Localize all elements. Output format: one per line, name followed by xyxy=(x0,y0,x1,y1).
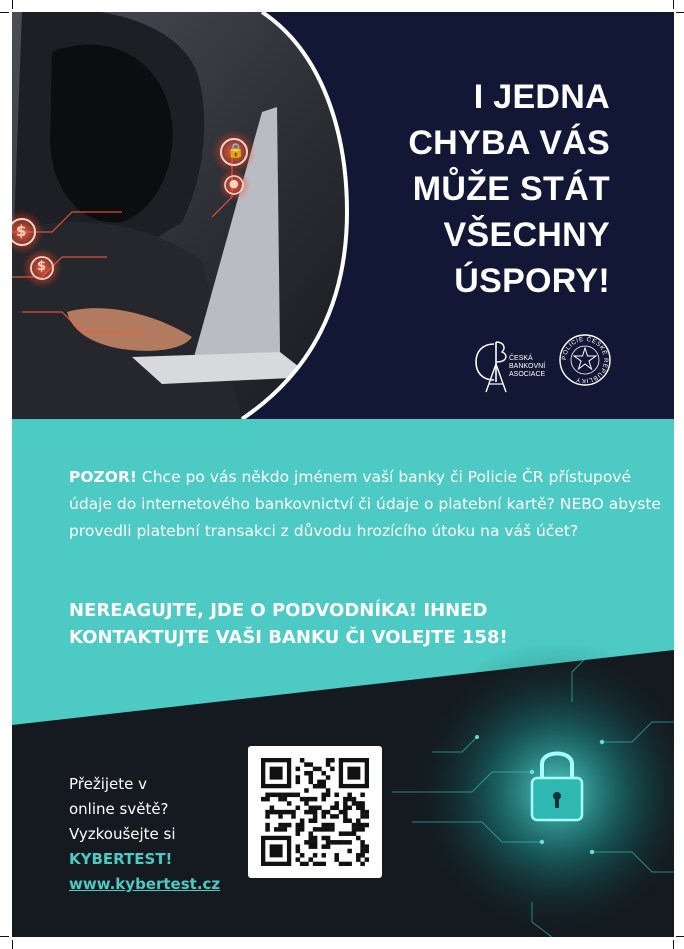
police-ring-text: POLICIE ČESKÉ REPUBLIKY xyxy=(560,335,610,385)
crop-mark xyxy=(673,0,674,9)
cba-line: BANKOVNÍ xyxy=(509,363,546,370)
headline-line: VŠECHNY xyxy=(443,216,610,254)
promo-line: Přežijete v xyxy=(69,775,148,793)
qr-code[interactable] xyxy=(261,758,369,866)
promo-text xyxy=(69,772,220,897)
dollar-icon: $ xyxy=(37,259,47,274)
cba-line: ČESKÁ xyxy=(509,355,533,362)
flyer xyxy=(12,12,674,937)
promo-section xyxy=(12,612,674,937)
headline-line: I JEDNA xyxy=(473,78,610,116)
headline-line: MŮŽE STÁT xyxy=(412,170,610,208)
promo-highlight: KYBERTEST! xyxy=(69,850,173,868)
crop-mark xyxy=(12,0,13,9)
promo-line: Vyzkoušejte si xyxy=(69,825,176,843)
svg-text:POLICIE ČESKÉ REPUBLIKY xyxy=(561,336,609,384)
warning-text xyxy=(69,464,669,545)
cta-line: NEREAGUJTE, JDE O PODVODNÍKA! IHNED xyxy=(69,600,488,621)
warning-lead: POZOR! xyxy=(69,468,137,486)
warning-body: Chce po vás někdo jménem vaší banky či Policie ČR přístupové údaje do internetového bankovnictví či údaje o platební kartě? NEBO abyste provedli platební transakci z důvodu hrozícího útoku na váš účet? xyxy=(69,468,661,540)
police-logo xyxy=(558,333,612,387)
crop-mark xyxy=(676,12,684,13)
hero-section xyxy=(12,12,674,419)
kybertest-link[interactable]: www.kybertest.cz xyxy=(69,875,221,893)
cta-line: KONTAKTUJTE VAŠI BANKU ČI VOLEJTE 158! xyxy=(69,627,508,648)
headline-line: ÚSPORY! xyxy=(454,262,610,300)
qr-code-card[interactable] xyxy=(248,746,382,878)
crop-mark xyxy=(12,940,13,949)
promo-line: online světě? xyxy=(69,800,169,818)
crop-mark xyxy=(676,936,684,937)
user-icon: ● xyxy=(229,177,239,190)
lock-icon: 🔒 xyxy=(227,143,245,159)
crop-mark xyxy=(0,936,9,937)
crop-mark xyxy=(0,12,9,13)
headline-line: CHYBA VÁS xyxy=(408,124,610,162)
dollar-icon: $ xyxy=(16,222,27,240)
cba-line: ASOCIACE xyxy=(509,371,546,378)
cba-name xyxy=(509,355,545,379)
headline xyxy=(280,74,610,304)
crop-mark xyxy=(673,940,674,949)
